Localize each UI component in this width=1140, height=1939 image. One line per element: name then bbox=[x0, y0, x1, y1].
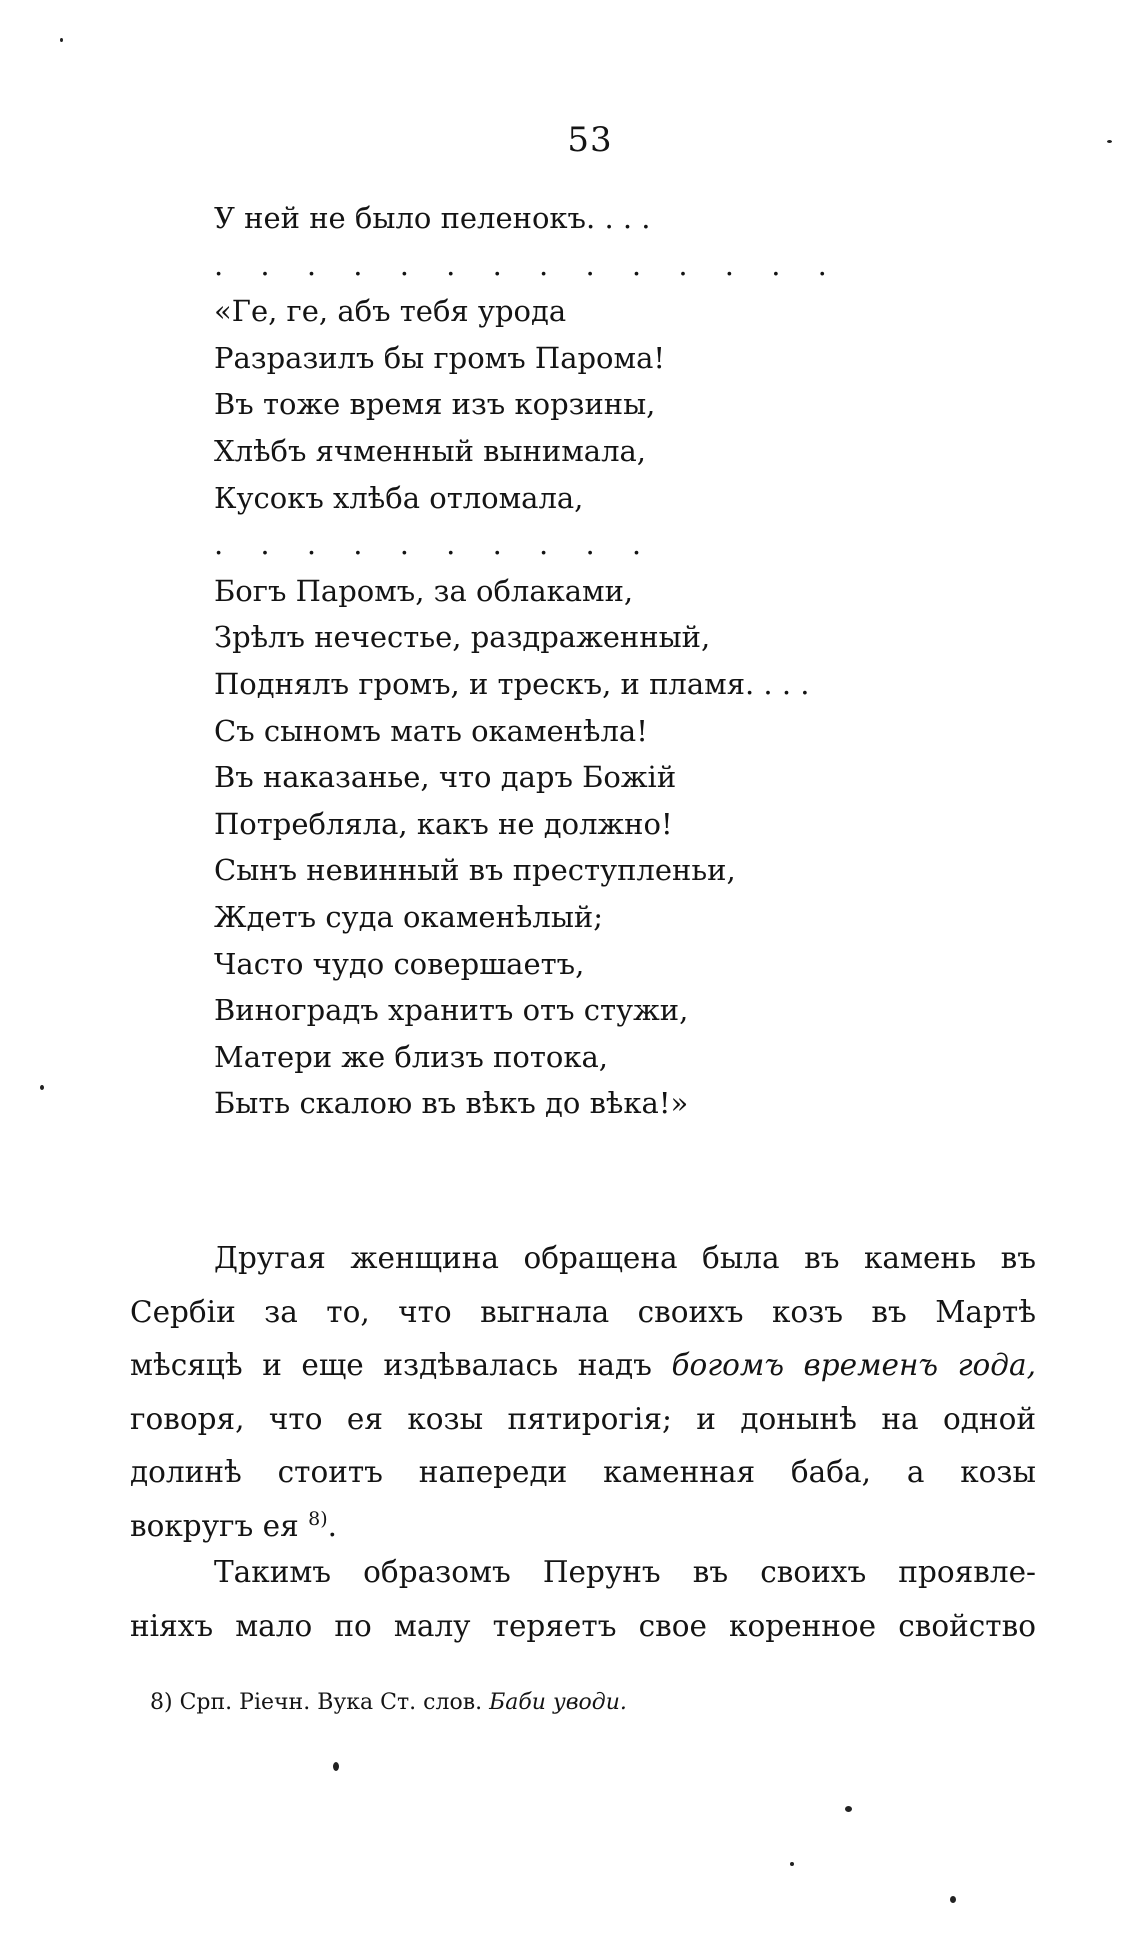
paragraph-line bbox=[130, 1500, 1036, 1554]
poem-line: Зрѣлъ нечестье, раздраженный, bbox=[214, 620, 711, 655]
paragraph-text: вокругъ ея bbox=[130, 1508, 299, 1543]
paragraph-line: Такимъ образомъ Перунъ въ своихъ проявле- bbox=[214, 1555, 1036, 1589]
italic-phrase: богомъ временъ года, bbox=[671, 1348, 1036, 1382]
poem-line: Въ наказанье, что даръ Божій bbox=[214, 760, 677, 795]
poem-ellipsis-line: . . . . . . . . . . bbox=[214, 527, 656, 562]
poem-line: Разразилъ бы громъ Парома! bbox=[214, 340, 666, 375]
poem-line: Виноградъ хранитъ отъ стужи, bbox=[214, 993, 689, 1028]
footnote-italic: Баби уводи. bbox=[489, 1690, 627, 1715]
poem-line: Кусокъ хлѣба отломала, bbox=[214, 480, 584, 515]
poem-line: Матери же близъ потока, bbox=[214, 1039, 608, 1074]
paragraph-line bbox=[130, 1339, 1036, 1393]
poem-line: Въ тоже время изъ корзины, bbox=[214, 387, 656, 422]
paragraph-2 bbox=[130, 1546, 1036, 1653]
poem-line: Быть скалою въ вѣкъ до вѣка!» bbox=[214, 1086, 689, 1121]
poem-line: Богъ Паромъ, за облаками, bbox=[214, 573, 634, 608]
footnote bbox=[150, 1690, 627, 1715]
poem-line: Поднялъ громъ, и трескъ, и пламя. . . . bbox=[214, 666, 810, 701]
paragraph-1 bbox=[130, 1232, 1036, 1553]
scan-speck bbox=[60, 38, 63, 42]
paragraph-line: ніяхъ мало по малу теряетъ свое коренное свойство bbox=[130, 1608, 1036, 1643]
footnote-text: 8) Срп. Ріечн. Вука Ст. слов. bbox=[150, 1690, 483, 1715]
scan-speck bbox=[1107, 140, 1112, 143]
scan-speck bbox=[845, 1806, 852, 1812]
page-number: 53 bbox=[567, 120, 613, 160]
paragraph-line: говоря, что ея козы пятирогія; и донынѣ на одной bbox=[130, 1401, 1036, 1436]
poem-line: Хлѣбъ ячменный вынимала, bbox=[214, 433, 646, 468]
paragraph-text: мѣсяцѣ и еще издѣвалась надъ bbox=[130, 1348, 652, 1382]
poem-ellipsis-line: . . . . . . . . . . . . . . bbox=[214, 247, 841, 282]
poem-line: Съ сыномъ мать окаменѣла! bbox=[214, 713, 648, 748]
paragraph-line: Другая женщина обращена была въ камень въ bbox=[214, 1241, 1036, 1275]
poem-line: У ней не было пеленокъ. . . . bbox=[214, 201, 651, 235]
paragraph-text: . bbox=[327, 1508, 338, 1543]
footnote-ref: 8) bbox=[308, 1507, 328, 1530]
paragraph-line: долинѣ стоитъ напереди каменная баба, а козы bbox=[130, 1455, 1036, 1489]
scan-speck bbox=[950, 1896, 956, 1903]
poem-line: Часто чудо совершаетъ, bbox=[214, 946, 585, 981]
poem-line: «Ге, ге, абъ тебя урода bbox=[214, 294, 567, 329]
poem-line: Сынъ невинный въ преступленьи, bbox=[214, 853, 736, 888]
scan-speck bbox=[790, 1862, 794, 1866]
poem-line: Ждетъ суда окаменѣлый; bbox=[214, 899, 603, 934]
scan-speck bbox=[333, 1762, 339, 1771]
paragraph-line: Сербіи за то, что выгнала своихъ козъ въ Мартѣ bbox=[130, 1294, 1036, 1329]
poem-line: Потребляла, какъ не должно! bbox=[214, 806, 673, 841]
scan-speck bbox=[40, 1085, 44, 1090]
poem-block bbox=[214, 195, 1074, 1127]
